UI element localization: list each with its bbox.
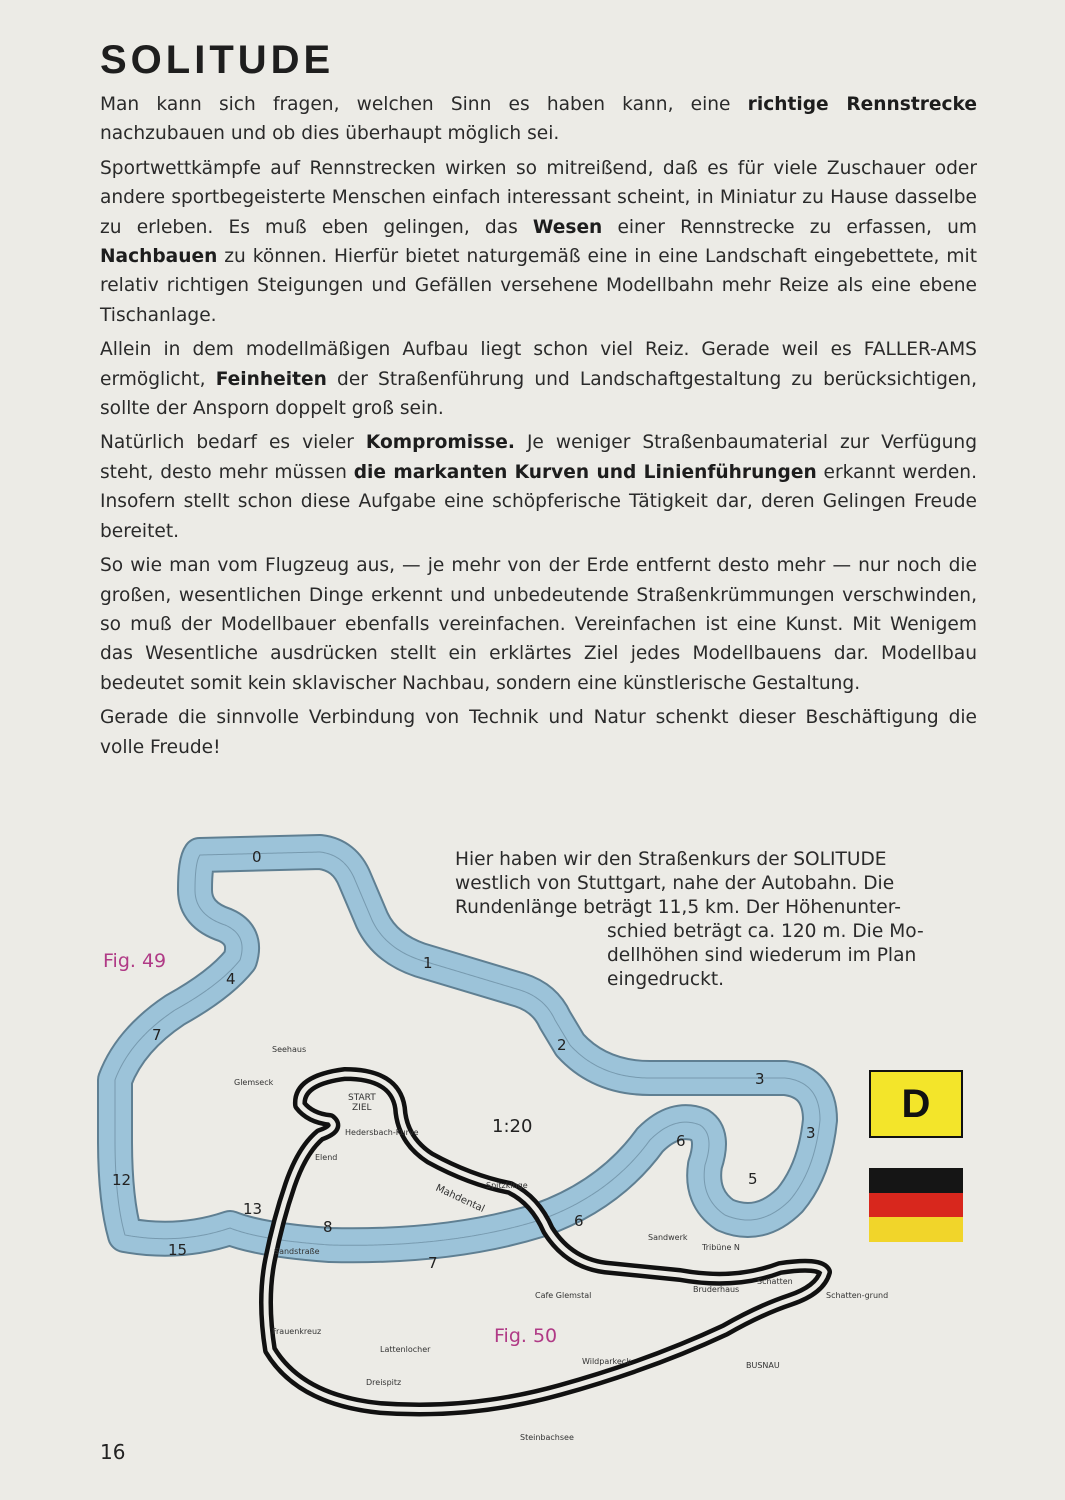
figure-caption xyxy=(455,848,977,992)
track-number: 7 xyxy=(152,1026,162,1044)
country-code-badge: D xyxy=(869,1070,963,1138)
caption-line: westlich von Stuttgart, nahe der Autobahn. Die xyxy=(455,873,895,894)
track-number: 0 xyxy=(252,848,262,866)
track-number: 3 xyxy=(806,1124,816,1142)
place-label: Glemseck xyxy=(234,1078,274,1087)
track-number: 15 xyxy=(168,1241,188,1259)
paragraph: Allein in dem modellmäßigen Aufbau liegt schon viel Reiz. Gerade weil es FALLER-AMS ermöglicht, Feinheiten der Straßenführung und Landschaftgestaltung zu berücksichtigen, sollte der Ansporn doppelt groß sein. xyxy=(100,339,978,420)
place-label: Lattenlocher xyxy=(380,1345,431,1354)
track-number: 2 xyxy=(557,1036,567,1054)
paragraph: Natürlich bedarf es vieler Kompromisse. Je weniger Straßenbaumaterial zur Verfügung steht, desto mehr müssen die markanten Kurven und Linienführungen erkannt werden. Insofern stellt schon diese Aufgabe eine schöpferische Tätigkeit dar, deren Gelingen Freude bereitet. xyxy=(100,432,978,542)
track-number: 8 xyxy=(323,1218,333,1236)
place-label: Mahdental xyxy=(433,1182,487,1216)
scale-label: 1:20 xyxy=(492,1116,533,1137)
flag-stripe-black xyxy=(869,1168,963,1193)
caption-line: Hier haben wir den Straßenkurs der SOLITUDE xyxy=(455,849,887,870)
track-number: 12 xyxy=(112,1171,132,1189)
place-label: Bruderhaus xyxy=(693,1285,740,1294)
track-number: 6 xyxy=(676,1132,686,1150)
page-title: SOLITUDE xyxy=(100,38,335,82)
paragraph: Gerade die sinnvolle Verbindung von Technik und Natur schenkt dieser Beschäftigung die volle Freude! xyxy=(100,707,977,758)
track-number: 1 xyxy=(423,954,433,972)
place-label: Schatten xyxy=(757,1277,793,1286)
german-flag xyxy=(869,1168,963,1242)
place-label: Dreispitz xyxy=(366,1378,402,1387)
flag-stripe-red xyxy=(869,1193,963,1218)
caption-line: schied beträgt ca. 120 m. Die Mo- xyxy=(607,921,924,942)
page-number: 16 xyxy=(100,1440,126,1464)
paragraph: So wie man vom Flugzeug aus, — je mehr von der Erde entfernt desto mehr — nur noch die großen, wesentlichen Dinge erkennt und unbedeutende Straßenkrümmungen verschwinden, so muß der Modellbauer ebenfalls vereinfachen. Vereinfachen ist eine Kunst. Mit Wenigem das Wesentliche ausdrücken stellt ein erklärtes Ziel jedes Modellbauens dar. Modellbau bedeutet somit kein sklavischer Nachbau, sondern eine künstlerische Gestaltung. xyxy=(100,555,977,694)
place-label: Cafe Glemstal xyxy=(535,1291,592,1300)
track-number: 13 xyxy=(243,1200,263,1218)
place-label: START xyxy=(348,1093,376,1103)
place-label: Tribüne N xyxy=(702,1243,740,1252)
track-number: 6 xyxy=(574,1212,584,1230)
paragraph: Man kann sich fragen, welchen Sinn es haben kann, eine richtige Rennstrecke nachzubauen und ob dies überhaupt möglich sei. xyxy=(100,94,977,145)
place-label: Wildparkeck xyxy=(582,1357,631,1366)
place-label: Hedersbach-Kurve xyxy=(345,1128,419,1137)
caption-line: eingedruckt. xyxy=(607,969,725,990)
place-label: Seehaus xyxy=(272,1045,307,1054)
track-number: 3 xyxy=(755,1070,765,1088)
place-label: BUSNAU xyxy=(746,1361,780,1370)
fig-49-label: Fig. 49 xyxy=(103,950,167,972)
place-label: Spitzkinge xyxy=(486,1181,528,1190)
fig-50-label: Fig. 50 xyxy=(494,1325,558,1347)
article-body xyxy=(100,90,977,767)
track-number: 5 xyxy=(748,1170,758,1188)
place-label: Sandstraße xyxy=(274,1247,320,1256)
caption-line: Rundenlänge beträgt 11,5 km. Der Höhenunter- xyxy=(455,897,901,918)
place-label: ZIEL xyxy=(352,1103,372,1113)
paragraph: Sportwettkämpfe auf Rennstrecken wirken so mitreißend, daß es für viele Zuschauer oder andere sportbegeisterte Menschen einfach interessant scheint, in Miniatur zu Hause dasselbe zu erleben. Es muß eben gelingen, das Wesen einer Rennstrecke zu erfassen, um Nachbauen zu können. Hierfür bietet naturgemäß eine in eine Landschaft eingebettete, mit relativ richtigen Steigungen und Gefällen versehene Modellbahn mehr Reize als eine ebene Tischanlage. xyxy=(100,157,978,326)
place-label: Sandwerk xyxy=(648,1233,688,1242)
place-label: Elend xyxy=(315,1153,338,1162)
place-label: Schatten-grund xyxy=(826,1291,889,1300)
flag-stripe-gold xyxy=(869,1217,963,1242)
track-number: 7 xyxy=(428,1254,438,1272)
caption-line: dellhöhen sind wiederum im Plan xyxy=(607,945,917,966)
place-label: Frauenkreuz xyxy=(272,1327,322,1336)
track-number: 4 xyxy=(226,970,236,988)
place-label: Steinbachsee xyxy=(520,1433,574,1442)
